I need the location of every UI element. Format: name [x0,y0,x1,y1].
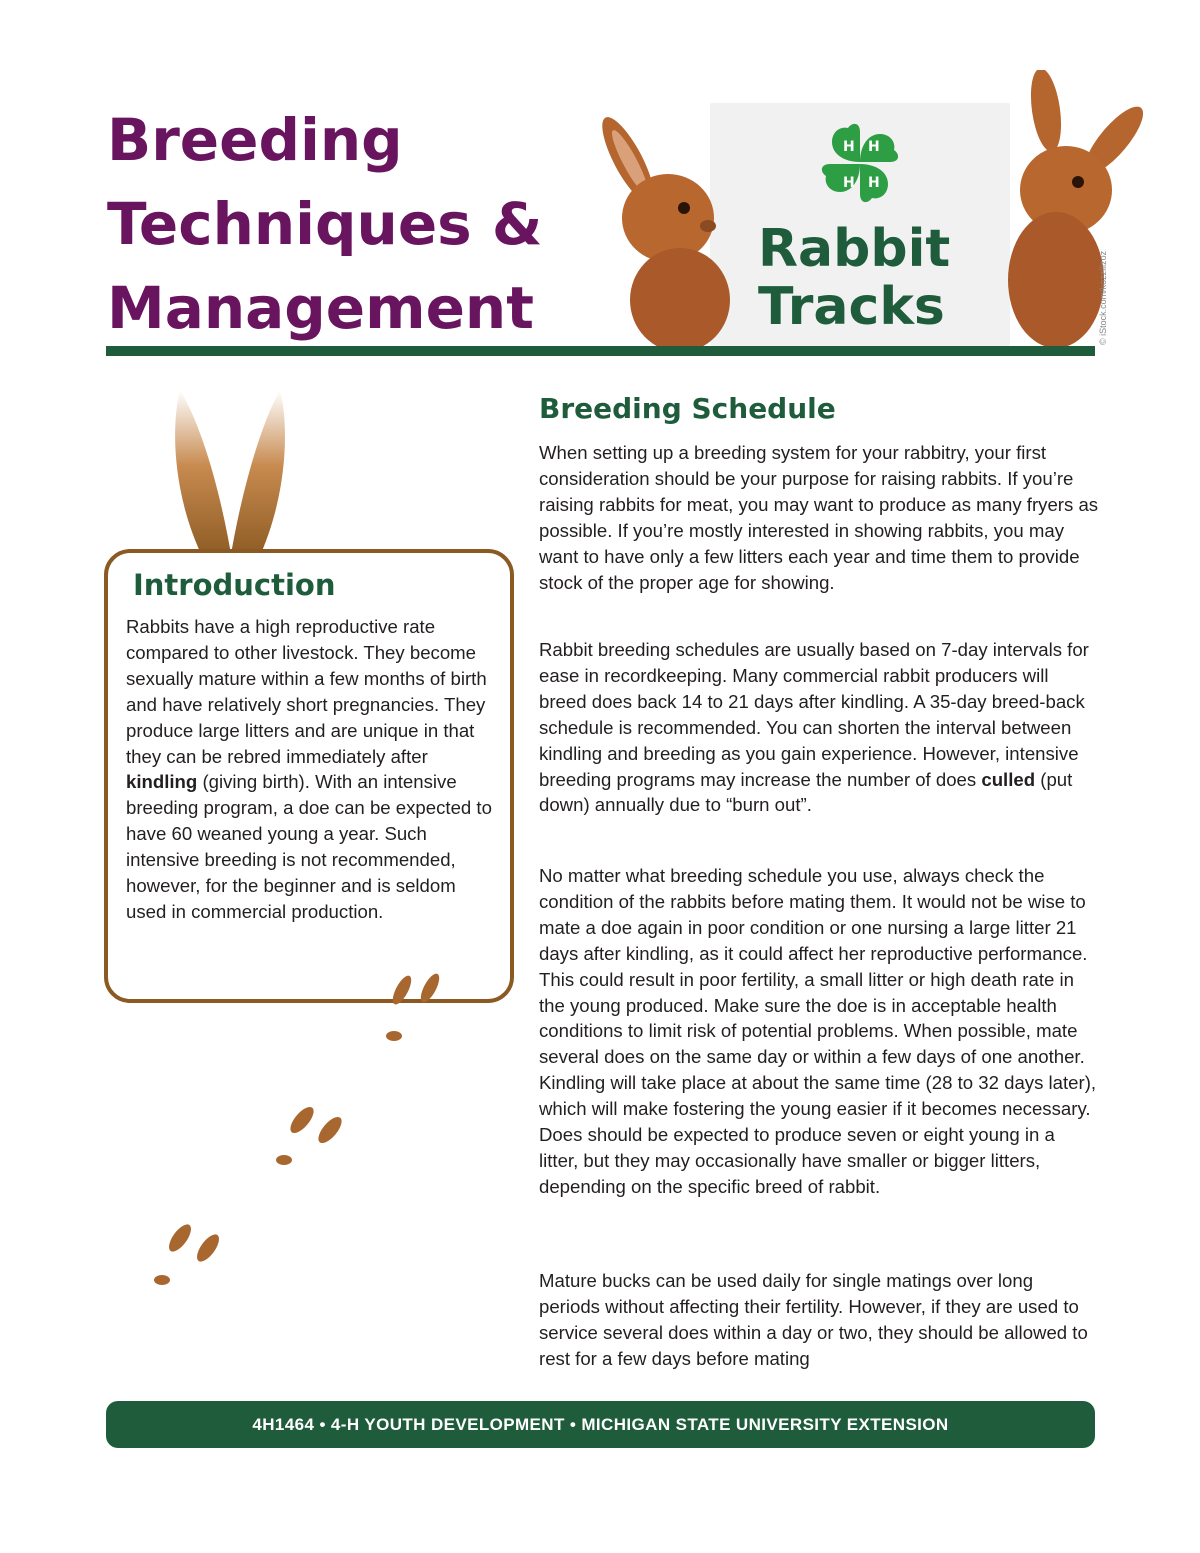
intro-text-before: Rabbits have a high reproductive rate compared to other livestock. They become sexually mature within a few months of birth and have relatively short pregnancies. They produce large litters and are unique in that they can be rebred immediately after [126,616,487,767]
svg-text:H: H [843,139,855,155]
p2-text-after: (put down) annually due to “burn out”. [539,768,1073,816]
logo-line-2: Tracks [758,277,945,337]
logo-line-1: Rabbit [758,219,951,279]
culled-term: culled [981,768,1036,790]
title-line-2: Techniques & [107,190,543,258]
rabbit-ears-decoration [160,390,300,560]
svg-text:H: H [868,175,880,191]
footer-bar [106,1401,1095,1448]
four-h-clover-icon [814,118,906,210]
intro-text-after: (giving birth). With an intensive breeding program, a doe can be expected to have 60 weaned young a year. Such intensive breeding is not recommended, however, for the beginner and is seldom used in commercial production. [126,771,492,922]
svg-text:H: H [843,175,855,191]
rabbit-footprints-decoration [150,960,470,1300]
title-line-3: Management [107,274,534,342]
rabbit-tracks-logo [758,220,978,336]
p2-text-before: Rabbit breeding schedules are usually based on 7-day intervals for ease in recordkeeping. Many commercial rabbit producers will breed does back 14 to 21 days after kindling. A 35-day breed-back schedule is recommended. You can shorten the interval between kindling and breeding as you gain experience. However, intensive breeding programs may increase the number of does [539,639,1089,790]
kindling-term: kindling [126,771,198,793]
page-title [107,98,542,350]
rabbit-right-image [1006,70,1146,350]
title-line-1: Breeding [107,106,403,174]
introduction-text [126,614,498,925]
svg-text:H: H [868,139,880,155]
schedule-paragraph-1: When setting up a breeding system for your rabbitry, your first consideration should be your purpose for raising rabbits. If you’re raising rabbits for meat, you may want to produce as many fryers as possible. If you’re mostly interested in showing rabbits, you may want to have only a few litters each year and time them to provide stock of the proper age for showing. [539,442,1099,593]
schedule-paragraph-3: No matter what breeding schedule you use, always check the condition of the rabbits before mating them. It would not be wise to mate a doe again in poor condition or one nursing a large litter 21 days after kindling, as it could affect her reproductive performance. This could result in poor fertility, a small litter or high death rate in the young produced. Make sure the doe is in acceptable health conditions to limit risk of potential problems. When possible, mate several does on the same day or within a few days of one another. Kindling will take place at about the same time (28 to 32 days later), which will make fostering the young easier if it becomes necessary. Does should be expected to produce seven or eight young in a litter, but they may occasionally have smaller or bigger litters, depending on the specific breed of rabbit. [539,865,1097,1197]
header-divider [106,346,1095,356]
schedule-paragraph-4: Mature bucks can be used daily for single matings over long periods without affecting their fertility. However, if they are used to service several does within a day or two, they should be allowed to rest for a few days before mating [539,1270,1088,1369]
introduction-heading: Introduction [133,568,336,602]
photo-credit: © iStock.com/kozzilizoz [1098,250,1108,345]
rabbit-left-image [596,100,736,350]
breeding-schedule-heading: Breeding Schedule [539,392,836,425]
schedule-paragraph-2 [539,637,1099,818]
footer-text: 4H1464 • 4-H YOUTH DEVELOPMENT • MICHIGAN STATE UNIVERSITY EXTENSION [252,1414,949,1434]
